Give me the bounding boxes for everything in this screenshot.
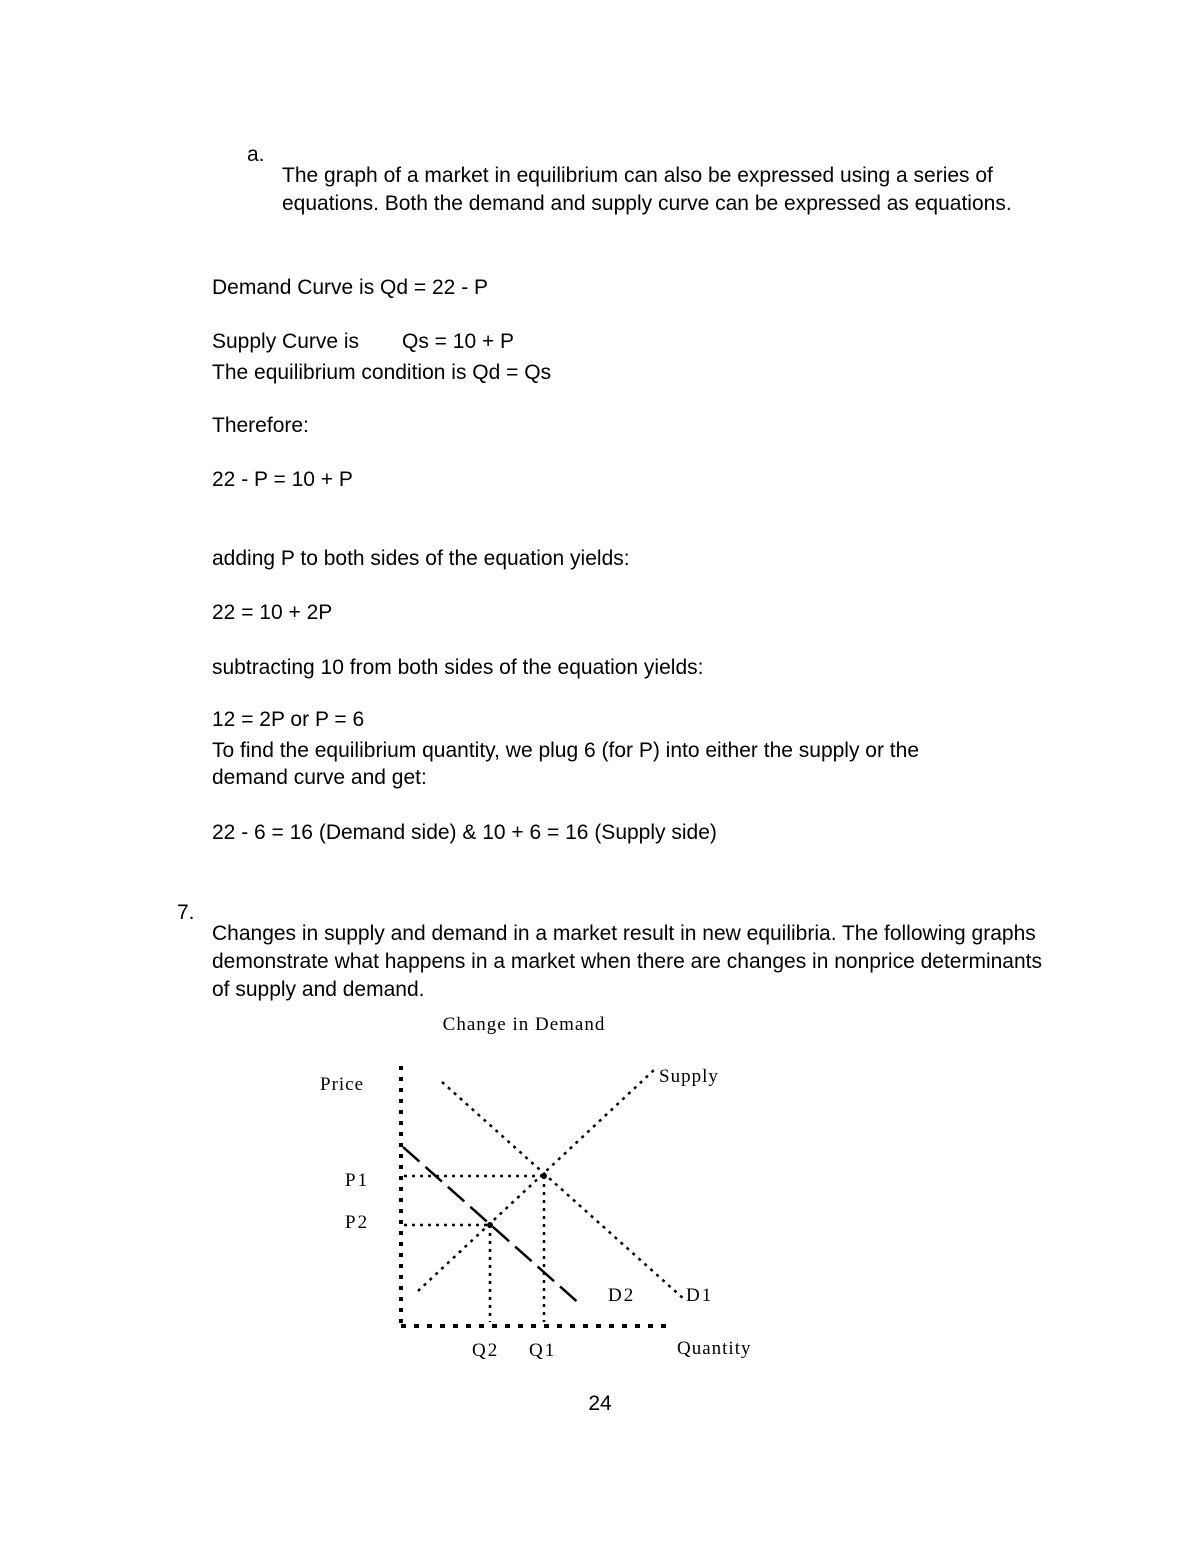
quantity-axis-label: Quantity	[677, 1338, 752, 1359]
paragraph: The graph of a market in equilibrium can also be expressed using a series of equations. Both the demand and supply curve can be expressed as equations.	[282, 164, 1012, 215]
price-axis-label: Price	[320, 1074, 365, 1095]
equilibrium-point-2	[487, 1222, 493, 1228]
demand-curve-line: Demand Curve is Qd = 22 - P	[212, 276, 489, 299]
find-quantity-line-2: demand curve and get:	[212, 766, 427, 789]
step-1-text: adding P to both sides of the equation yields:	[212, 547, 630, 570]
equilibrium-point-1	[541, 1173, 547, 1179]
figure-title: Change in Demand	[442, 1014, 606, 1035]
q2-label: Q2	[472, 1340, 500, 1361]
supply-curve-label: Supply Curve is	[212, 330, 360, 353]
q1-label: Q1	[529, 1340, 557, 1361]
therefore-line: Therefore:	[212, 414, 309, 437]
result-line: 22 - 6 = 16 (Demand side) & 10 + 6 = 16 (Supply side)	[212, 821, 717, 844]
d1-label: D1	[686, 1285, 714, 1306]
list-marker: a.	[247, 143, 265, 166]
equilibrium-condition: The equilibrium condition is Qd = Qs	[212, 361, 552, 384]
paragraph: Changes in supply and demand in a market result in new equilibria. The following graphs demonstrate what happens in a market when there are changes in nonprice determinants of supply and demand.	[212, 922, 1042, 1001]
list-marker: 7.	[177, 901, 195, 924]
supply-curve	[418, 1070, 654, 1291]
page-number: 24	[588, 1392, 612, 1415]
equation-2: 22 = 10 + 2P	[212, 601, 333, 624]
equation-1: 22 - P = 10 + P	[212, 468, 353, 491]
d2-label: D2	[608, 1285, 636, 1306]
equation-3: 12 = 2P or P = 6	[212, 708, 365, 731]
step-2-text: subtracting 10 from both sides of the equation yields:	[212, 656, 704, 679]
p1-label: P1	[345, 1170, 370, 1191]
supply-label: Supply	[659, 1066, 719, 1087]
demand-curve-d1	[442, 1082, 685, 1300]
p2-label: P2	[345, 1212, 370, 1233]
find-quantity-line-1: To find the equilibrium quantity, we plug 6 (for P) into either the supply or the	[212, 739, 919, 762]
supply-curve-equation: Qs = 10 + P	[402, 330, 515, 353]
change-in-demand-figure	[300, 1000, 800, 1380]
